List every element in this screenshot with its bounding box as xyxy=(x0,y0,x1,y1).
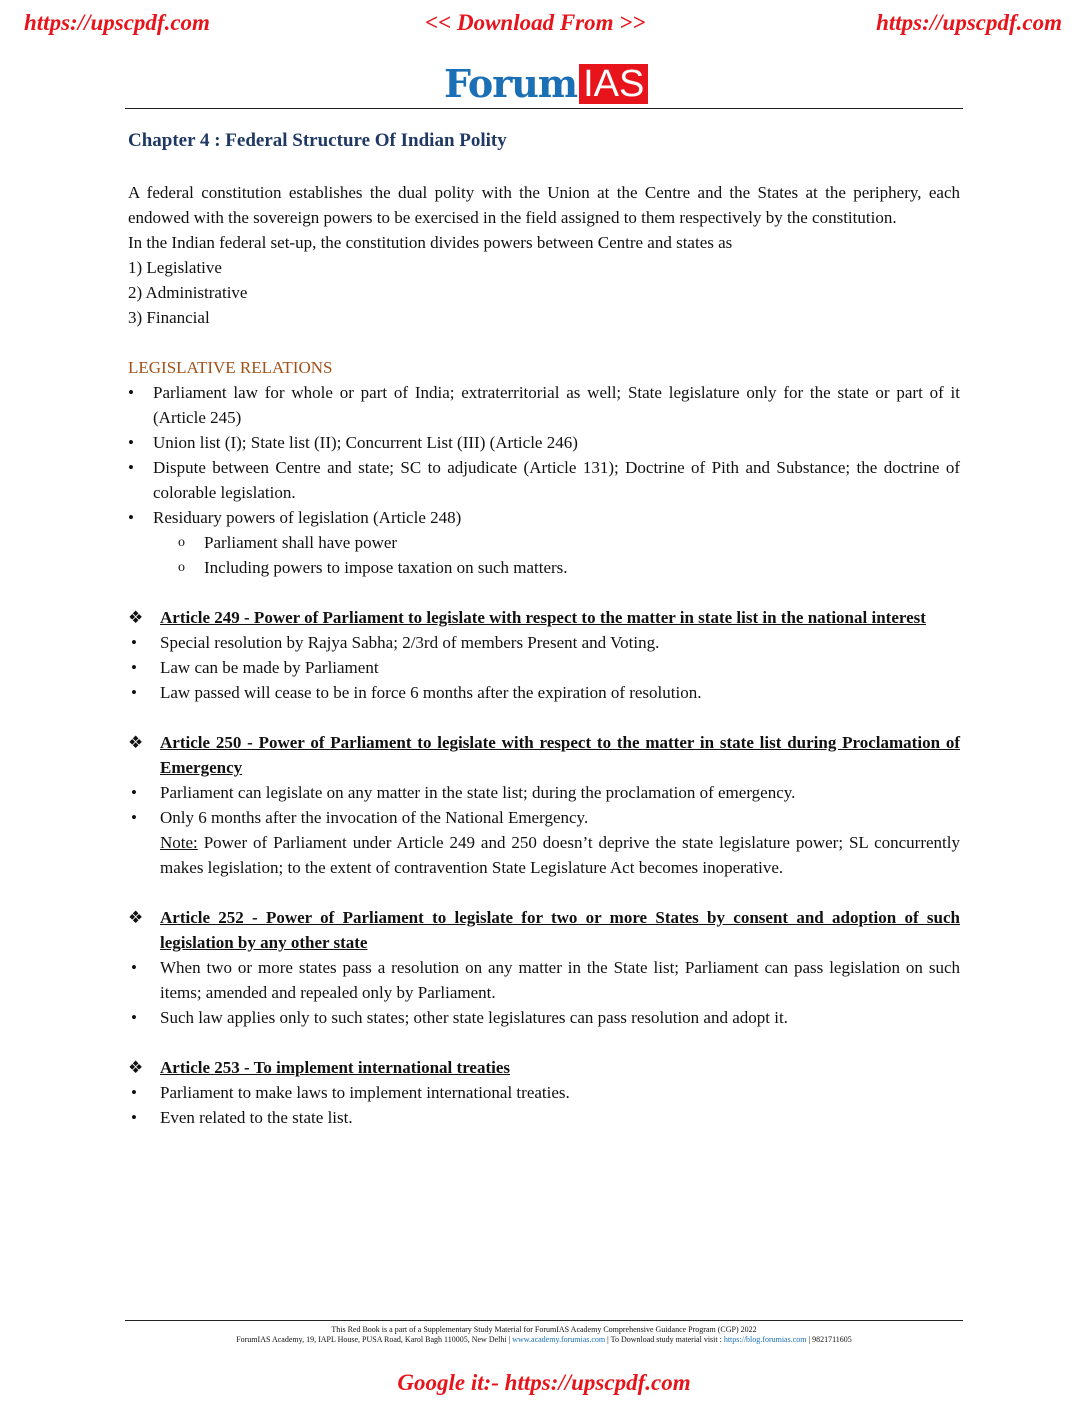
diamond-bullet-icon: ❖ xyxy=(128,908,144,927)
logo-forum: Forum xyxy=(444,61,578,106)
article-heading: ❖ Article 250 - Power of Parliament to legislate with respect to the matter in state list during Proclamation of Emergency xyxy=(128,730,960,780)
footer-rule xyxy=(125,1320,963,1321)
intro-paragraph: A federal constitution establishes the dual polity with the Union at the Centre and the States at the periphery, each endowed with the sovereign powers to be exercised in the field assigned to them respectively by the constitution. xyxy=(128,183,960,227)
diamond-bullet-icon: ❖ xyxy=(128,1058,144,1077)
logo-ias: IAS xyxy=(579,64,648,104)
list-item: • Dispute between Centre and state; SC to adjudicate (Article 131); Doctrine of Pith and Substance; the doctrine of colorable legislation. xyxy=(128,455,960,505)
list-item: • Only 6 months after the invocation of the National Emergency. xyxy=(128,805,960,830)
banner-download-from: << Download From >> xyxy=(425,10,646,35)
list-item: • Such law applies only to such states; other state legislatures can pass resolution and adopt it. xyxy=(128,1005,960,1030)
note-label: Note: xyxy=(160,833,198,852)
list-item: • Parliament to make laws to implement international treaties. xyxy=(128,1080,960,1105)
footer-line-2: ForumIAS Academy, 19, IAPL House, PUSA Road, Karol Bagh 110005, New Delhi | www.academy.forumias.com | To Download study material visit : https://blog.forumias.com | 9821711605 xyxy=(236,1335,852,1344)
list-item: • Union list (I); State list (II); Concurrent List (III) (Article 246) xyxy=(128,430,960,455)
section-heading: LEGISLATIVE RELATIONS xyxy=(128,358,333,377)
power-item: 3) Financial xyxy=(128,308,210,327)
power-item: 1) Legislative xyxy=(128,258,222,277)
list-item: • Even related to the state list. xyxy=(128,1105,960,1130)
sub-list-item: o Including powers to impose taxation on such matters. xyxy=(128,555,960,580)
google-it-link[interactable]: Google it:- https://upscpdf.com xyxy=(397,1370,691,1395)
article-list xyxy=(128,955,960,1030)
list-item: • Law passed will cease to be in force 6 months after the expiration of resolution. xyxy=(128,680,960,705)
banner-link-right[interactable]: https://upscpdf.com xyxy=(876,10,1062,35)
list-item: • Parliament can legislate on any matter in the state list; during the proclamation of emergency. xyxy=(128,780,960,805)
banner-link-left[interactable]: https://upscpdf.com xyxy=(24,10,210,35)
list-item: • Law can be made by Parliament xyxy=(128,655,960,680)
note: Note: Power of Parliament under Article 249 and 250 doesn’t deprive the state legislature power; SL concurrently makes legislation; to the extent of contravention State Legislature Act becomes inoperative. xyxy=(160,833,960,877)
header-rule xyxy=(125,108,963,109)
article-heading: ❖ Article 252 - Power of Parliament to legislate for two or more States by consent and adoption of such legislation by any other state xyxy=(128,905,960,955)
diamond-bullet-icon: ❖ xyxy=(128,733,144,752)
list-item: • Parliament law for whole or part of India; extraterritorial as well; State legislature only for the state or part of it (Article 245) xyxy=(128,380,960,430)
footer xyxy=(125,1325,963,1345)
list-item: • Special resolution by Rajya Sabha; 2/3rd of members Present and Voting. xyxy=(128,630,960,655)
article-heading: ❖ Article 249 - Power of Parliament to legislate with respect to the matter in state list in the national interest xyxy=(128,605,960,630)
academy-link[interactable]: www.academy.forumias.com xyxy=(512,1335,606,1344)
chapter-title: Chapter 4 : Federal Structure Of Indian Polity xyxy=(128,130,507,151)
article-list xyxy=(128,1080,960,1130)
diamond-bullet-icon: ❖ xyxy=(128,608,144,627)
list-item: • Residuary powers of legislation (Article 248) xyxy=(128,505,960,530)
sub-list-item: o Parliament shall have power xyxy=(128,530,960,555)
legislative-list xyxy=(128,380,960,580)
list-item: • When two or more states pass a resolution on any matter in the State list; Parliament can pass legislation on such items; amended and repealed only by Parliament. xyxy=(128,955,960,1005)
document-body xyxy=(128,128,960,1130)
article-list xyxy=(128,630,960,705)
blog-link[interactable]: https://blog.forumias.com xyxy=(723,1335,807,1344)
power-item: 2) Administrative xyxy=(128,283,248,302)
article-list xyxy=(128,780,960,830)
footer-line-1: This Red Book is a part of a Supplementary Study Material for ForumIAS Academy Comprehensive Guidance Program (CGP) 2022 xyxy=(331,1325,757,1334)
intro-paragraph-2: In the Indian federal set-up, the constitution divides powers between Centre and states as xyxy=(128,233,733,252)
forumias-logo xyxy=(444,61,648,106)
article-heading: ❖ Article 253 - To implement international treaties xyxy=(128,1055,960,1080)
